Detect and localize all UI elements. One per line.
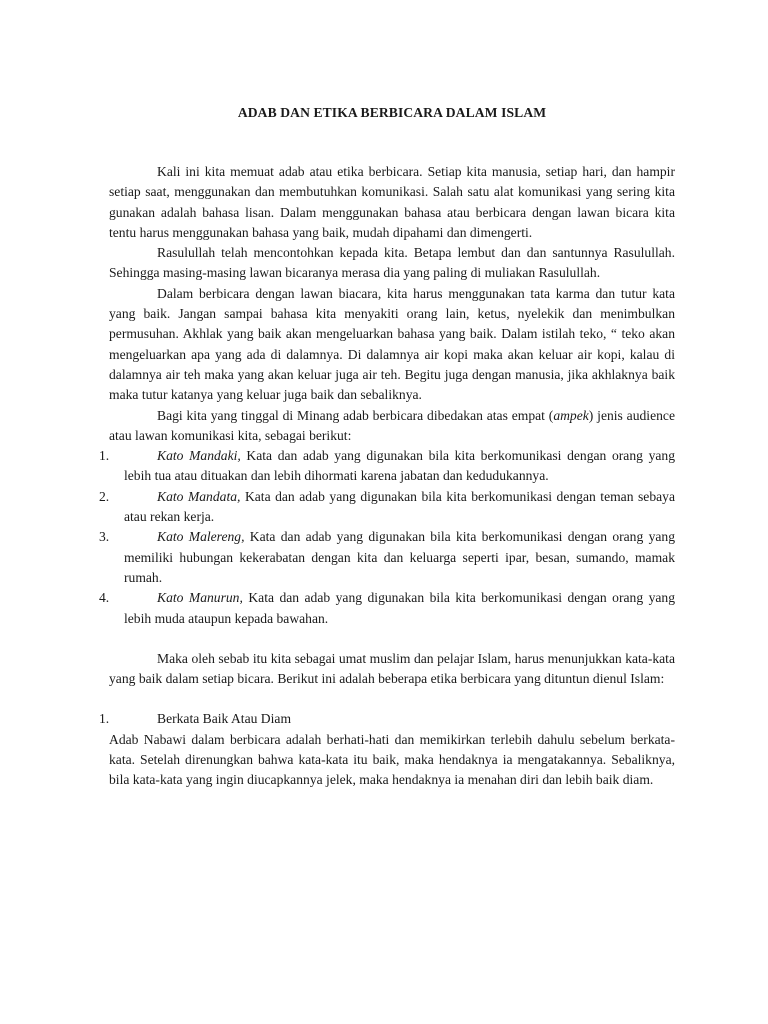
document-body [99,162,675,791]
kato-list [99,446,675,629]
blank-line [109,689,675,709]
paragraph-intro: Kali ini kita memuat adab atau etika berbicara. Setiap kita manusia, setiap hari, dan hampir setiap saat, menggunakan dan membutuhkan komunikasi. Salah satu alat komunikasi yang sering kita gunakan adalah bahasa lisan. Dalam menggunakan bahasa atau berbicara dengan lawan bicara kita tentu harus menggunakan bahasa yang baik, mudah dipahami dan dimengerti. [109,164,675,240]
list-item-number: 2. [99,488,110,504]
list-item-number: 3. [99,529,110,545]
paragraph-rasulullah: Rasulullah telah mencontohkan kepada kita. Betapa lembut dan dan santunnya Rasulullah. Sehingga masing-masing lawan bicaranya merasa dia yang paling di muliakan Rasulullah. [109,245,675,281]
list-item-description: Kata dan adab yang digunakan bila kita berkomunikasi dengan orang yang lebih muda ataupun kepada bawahan. [124,590,675,626]
list-item-description: Kata dan adab yang digunakan bila kita berkomunikasi dengan orang yang lebih tua atau dituakan dan lebih dihormati karena jabatan dan kedudukannya. [124,448,675,484]
list-item-number: 1. [99,448,110,464]
list-item [99,588,675,629]
list-item [99,487,675,528]
list-item-description: Kata dan adab yang digunakan bila kita berkomunikasi dengan orang yang memiliki hubungan kekerabatan dengan kita dan keluarga seperti ipar, besan, sumando, mamak rumah. [124,529,675,585]
minang-term-ampek: ampek [553,407,589,423]
minang-text-before: Bagi kita yang tinggal di Minang adab berbicara dibedakan atas empat ( [157,407,554,423]
paragraph-tata-karma: Dalam berbicara dengan lawan biacara, kita harus menggunakan tata karma dan tutur kata yang baik. Jangan sampai bahasa kita menyakiti orang lain, ketus, nyelekik dan menimbulkan permusuhan. Akhlak yang baik akan mengeluarkan bahasa yang baik. Dalam istilah teko, “ teko akan mengeluarkan apa yang ada di dalamnya. Di dalamnya air kopi maka akan keluar air kopi, kalau di dalamnya air teh maka yang akan keluar juga air teh. Begitu juga dengan manusia, jika akhlaknya baik maka tutur katanya yang keluar juga baik dan sebaliknya. [109,285,675,403]
list-item-number: 4. [99,590,110,606]
list-item-term: Kato Manurun, [157,590,243,606]
paragraph-minang [109,406,675,447]
list-item-text [124,527,675,588]
section-heading [99,709,675,729]
section-title: Berkata Baik Atau Diam [157,711,292,727]
list-item-term: Kato Mandata, [157,488,241,504]
minang-text-after: ) jenis audience atau lawan komunikasi kita, sebagai berikut: [109,407,675,443]
list-item-term: Kato Malereng, [157,529,245,545]
document-title: ADAB DAN ETIKA BERBICARA DALAM ISLAM [237,105,547,120]
list-item [99,527,675,588]
section-number: 1. [99,711,110,727]
list-item-text [124,487,675,528]
list-item-description: Kata dan adab yang digunakan bila kita berkomunikasi dengan teman sebaya atau rekan kerja. [124,488,675,525]
paragraph-closing: Maka oleh sebab itu kita sebagai umat muslim dan pelajar Islam, harus menunjukkan kata-kata yang baik dalam setiap bicara. Berikut ini adalah beberapa etika berbicara yang dituntun dienul Islam: [109,650,675,687]
list-item [99,446,675,487]
list-item-term: Kato Mandaki, [157,448,241,464]
list-item-text [124,446,675,487]
section-paragraph: Adab Nabawi dalam berbicara adalah berhati-hati dan memikirkan terlebih dahulu sebelum berkata-kata. Setelah direnungkan bahwa kata-kata itu baik, maka hendaknya ia mengatakannya. Sebaliknya, bila kata-kata yang ingin diucapkannya jelek, maka hendaknya ia menahan diri dan lebih baik diam. [109,731,675,788]
list-item-text [124,588,675,629]
blank-line [109,629,675,649]
